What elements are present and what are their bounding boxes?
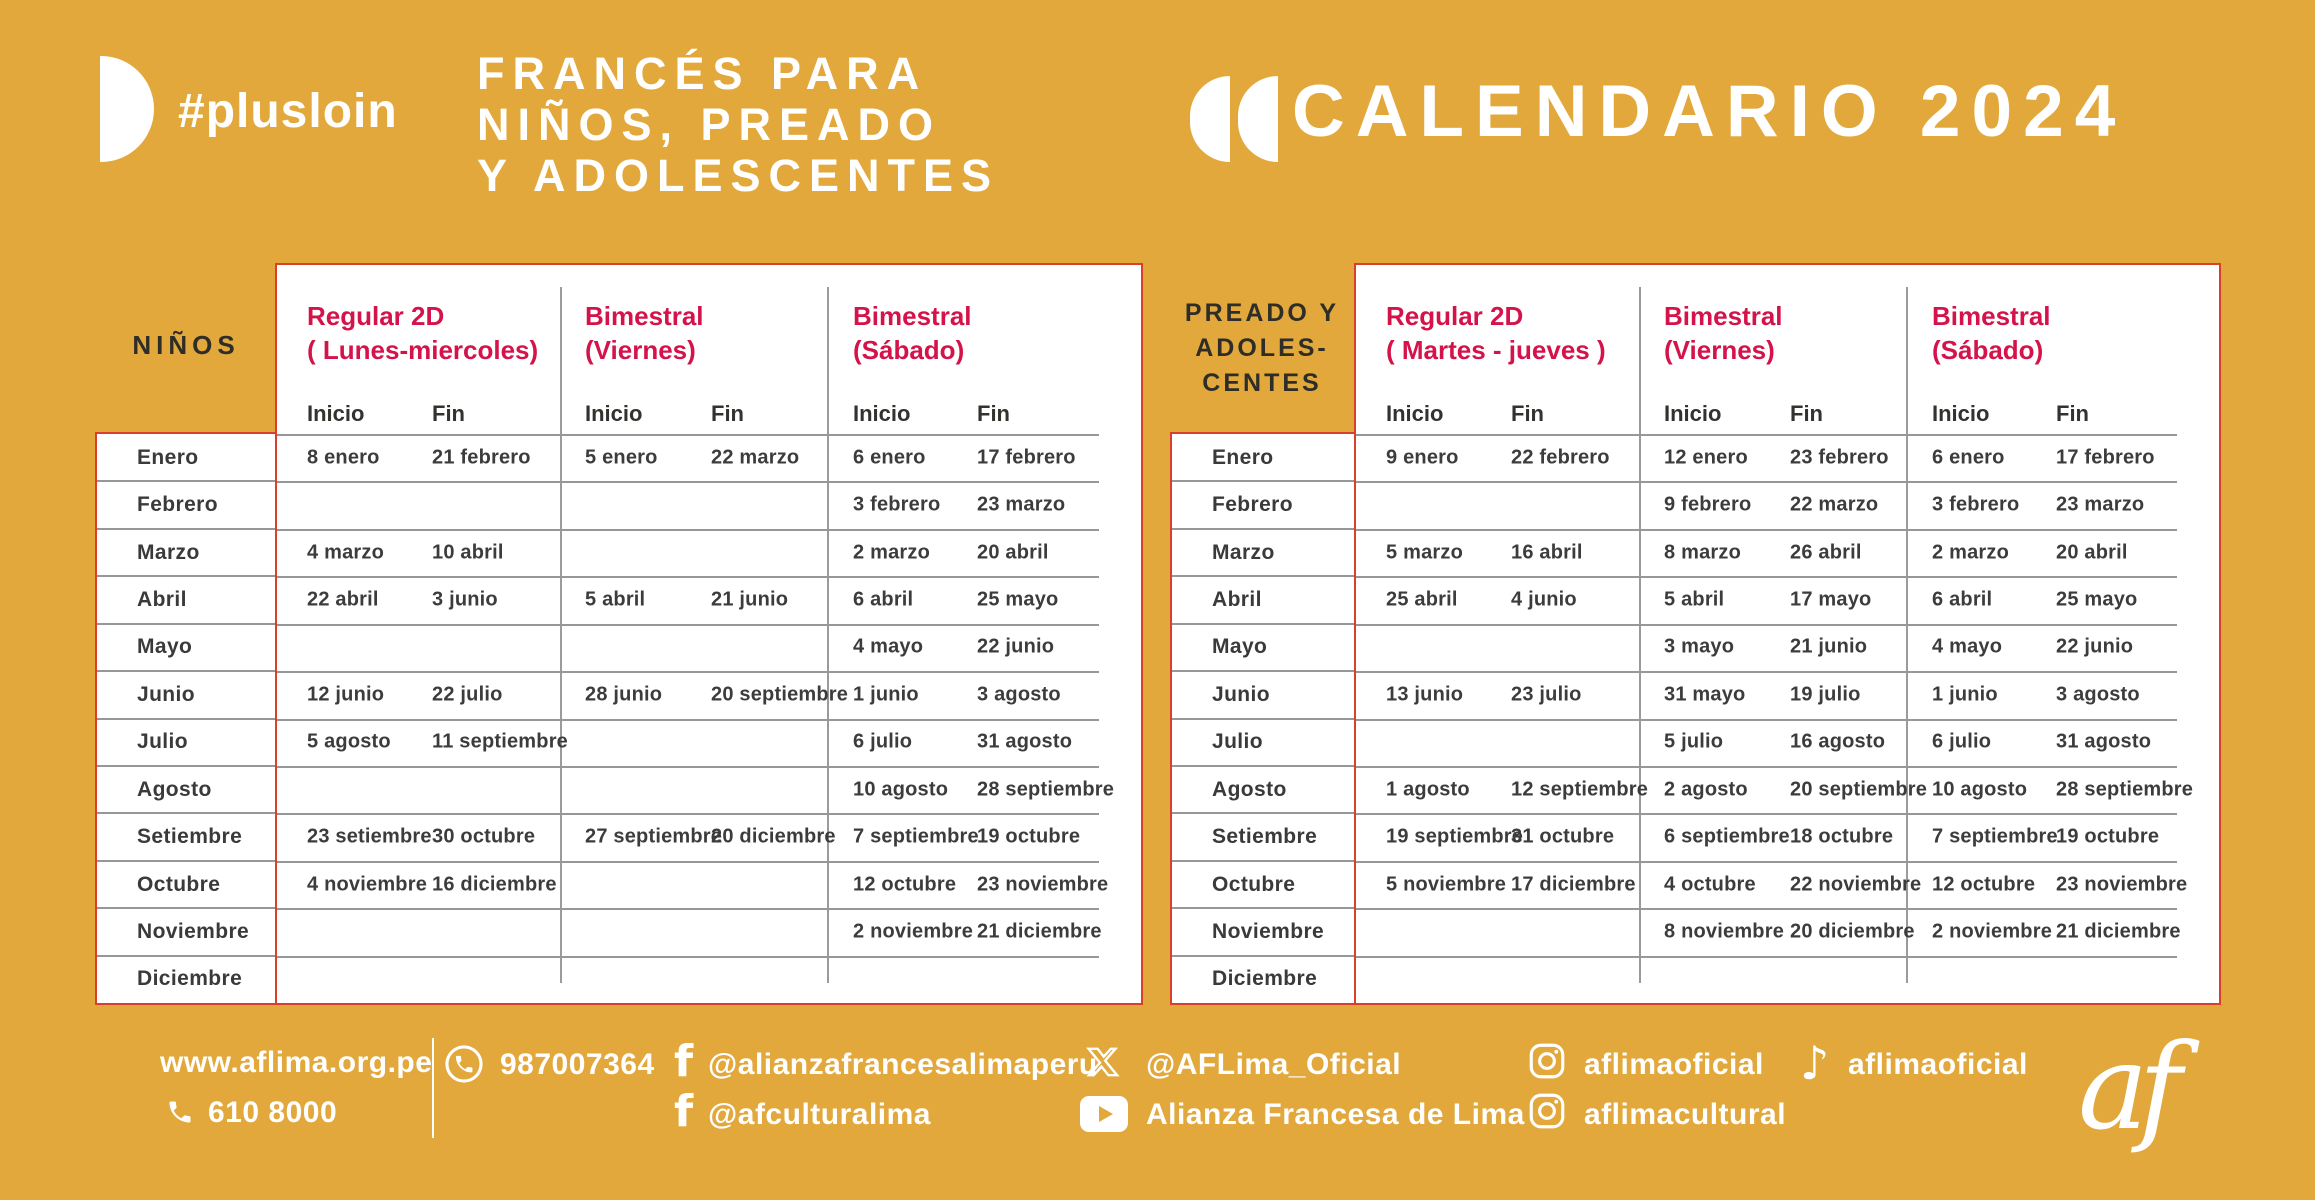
month-label: Setiembre [1172,813,1354,860]
date-cell: 21 febrero [432,446,531,469]
table-row [1356,576,2219,623]
date-cell: 6 julio [853,730,913,753]
fin-subheader: Fin [977,401,1010,426]
schedule-panel [275,263,1143,1005]
plusloin-halfmoon-icon [100,56,154,162]
fin-subheader: Fin [1511,401,1544,426]
table-row [277,813,1141,860]
date-cell: 31 agosto [2056,730,2152,753]
date-cell: 22 abril [307,588,379,611]
column-header [1386,299,1606,367]
date-cell: 5 marzo [1386,541,1463,564]
x-handle: @AFLima_Oficial [1146,1048,1402,1081]
date-cell: 19 octubre [977,825,1081,848]
date-cell: 12 enero [1664,446,1748,469]
date-cell: 10 abril [432,541,504,564]
date-cell: 7 septiembre [853,825,979,848]
plusloin-hashtag: #plusloin [178,85,398,138]
inicio-subheader: Inicio [585,401,643,426]
date-cell: 31 octubre [1511,825,1615,848]
date-cell: 5 enero [585,446,658,469]
date-cell: 2 agosto [1664,778,1748,801]
date-cell: 20 septiembre [711,683,849,706]
month-label: Setiembre [97,813,277,860]
table-row [1356,434,2219,481]
inicio-subheader: Inicio [1932,401,1990,426]
group-label-line: PREADO Y [1184,299,1340,327]
date-cell: 4 octubre [1664,873,1756,895]
date-cell: 2 noviembre [1932,920,2053,943]
date-cell: 2 marzo [853,541,930,564]
column-title: Bimestral [1932,301,2051,331]
date-cell: 16 agosto [1790,730,1886,753]
table-row [1356,719,2219,766]
date-cell: 17 diciembre [1511,873,1636,895]
table-group-label [95,330,277,361]
date-cell: 12 junio [307,683,385,706]
date-cell: 10 agosto [1932,778,2028,801]
table-row [277,576,1141,623]
date-cell: 16 abril [1511,541,1583,564]
column-header [1664,299,1783,367]
date-cell: 9 enero [1386,446,1459,469]
month-label: Agosto [1172,766,1354,813]
date-cell: 20 diciembre [1790,920,1915,943]
month-label: Mayo [97,624,277,671]
month-label: Octubre [1172,861,1354,908]
date-cell: 23 julio [1511,683,1582,706]
calendar-crescent-icon [1238,76,1278,162]
table-group-label [1170,296,1354,401]
date-cell: 2 noviembre [853,920,974,943]
month-label: Noviembre [97,908,277,955]
column-title: Regular 2D [307,301,445,331]
course-title-line: NIÑOS, PREADO [477,99,942,150]
month-label: Marzo [1172,529,1354,576]
month-label: Abril [97,576,277,623]
table-row [1356,481,2219,528]
date-cell: 20 septiembre [1790,778,1928,801]
date-cell: 8 marzo [1664,541,1741,564]
date-cell: 6 abril [1932,588,1993,611]
date-cell: 28 junio [585,683,663,706]
schedule-panel [1354,263,2221,1005]
date-cell: 21 diciembre [977,920,1102,943]
date-cell: 10 agosto [853,778,949,801]
table-row [277,908,1141,955]
group-label-line: ADOLES- [1195,334,1329,362]
date-cell: 22 julio [432,683,503,706]
date-cell: 4 mayo [1932,635,2003,658]
date-cell: 3 febrero [1932,493,2020,516]
column-days: (Sábado) [1932,335,2044,365]
month-label: Diciembre [1172,956,1354,1003]
month-label: Octubre [97,861,277,908]
date-cell: 23 noviembre [977,873,1109,895]
phone-icon [166,1098,194,1126]
table-row [277,766,1141,813]
table-row [277,861,1141,908]
date-cell: 25 mayo [2056,588,2138,611]
column-header [1932,299,2051,367]
date-cell: 16 diciembre [432,873,557,895]
month-label: Junio [1172,671,1354,718]
date-cell: 1 junio [853,683,919,706]
month-column [95,432,277,1005]
date-cell: 12 septiembre [1511,778,1649,801]
facebook-icon: f [674,1086,694,1137]
date-cell: 13 junio [1386,683,1464,706]
date-cell: 18 octubre [1790,825,1894,848]
column-header [585,299,704,367]
date-cell: 3 agosto [977,683,1061,706]
youtube-icon [1080,1096,1128,1132]
date-cell: 8 enero [307,446,380,469]
date-cell: 20 abril [977,541,1049,564]
date-cell: 9 febrero [1664,493,1752,516]
table-row [277,529,1141,576]
date-cell: 5 noviembre [1386,873,1507,895]
table-row [277,956,1141,1003]
month-label: Febrero [97,481,277,528]
column-days: (Viernes) [585,335,696,365]
column-header [307,299,538,367]
group-label-line: NIÑOS [132,330,240,360]
date-cell: 22 marzo [711,446,800,469]
date-cell: 6 septiembre [1664,825,1790,848]
website-text: www.aflima.org.pe [160,1046,433,1079]
date-cell: 26 abril [1790,541,1862,564]
date-cell: 6 abril [853,588,914,611]
date-cell: 22 noviembre [1790,873,1922,895]
date-cell: 5 julio [1664,730,1724,753]
date-cell: 3 mayo [1664,635,1735,658]
course-title-line: FRANCÉS PARA [477,48,928,99]
date-cell: 30 octubre [432,825,536,848]
date-cell: 6 julio [1932,730,1992,753]
date-cell: 11 septiembre [432,730,569,753]
instagram-handle-1: aflimaoficial [1584,1048,1764,1081]
date-cell: 20 diciembre [711,825,836,848]
calendar-title: CALENDARIO 2024 [1292,71,2127,152]
date-cell: 19 julio [1790,683,1861,706]
facebook-handle-1: @alianzafrancesalimaperu [708,1048,1098,1081]
date-cell: 8 noviembre [1664,920,1785,943]
month-label: Julio [1172,719,1354,766]
x-twitter-icon [1084,1044,1122,1080]
footer-divider [432,1038,434,1138]
instagram-handle-2: aflimacultural [1584,1098,1787,1131]
column-title: Bimestral [585,301,704,331]
date-cell: 5 agosto [307,730,391,753]
month-label: Junio [97,671,277,718]
inicio-subheader: Inicio [853,401,911,426]
inicio-subheader: Inicio [1664,401,1722,426]
alliance-francaise-logo: af [2078,1018,2173,1156]
table-row [277,719,1141,766]
column-days: ( Lunes-miercoles) [307,335,539,365]
date-cell: 25 mayo [977,588,1059,611]
column-days: ( Martes - jueves ) [1386,335,1606,365]
date-cell: 31 mayo [1664,683,1746,706]
table-row [1356,813,2219,860]
date-cell: 5 abril [585,588,646,611]
month-label: Mayo [1172,624,1354,671]
column-days: (Viernes) [1664,335,1775,365]
month-label: Abril [1172,576,1354,623]
table-row [1356,908,2219,955]
date-cell: 19 octubre [2056,825,2160,848]
date-cell: 23 setiembre [307,825,432,848]
fin-subheader: Fin [2056,401,2089,426]
date-cell: 28 septiembre [2056,778,2194,801]
date-cell: 4 noviembre [307,873,428,895]
date-cell: 22 marzo [1790,493,1879,516]
table-row [1356,529,2219,576]
table-row [1356,624,2219,671]
course-title [477,48,999,201]
column-header [853,299,972,367]
fin-subheader: Fin [1790,401,1823,426]
date-cell: 4 junio [1511,588,1577,611]
date-cell: 1 junio [1932,683,1998,706]
inicio-subheader: Inicio [307,401,365,426]
date-cell: 1 agosto [1386,778,1470,801]
date-cell: 2 marzo [1932,541,2009,564]
inicio-subheader: Inicio [1386,401,1444,426]
date-cell: 21 junio [711,588,789,611]
month-column [1170,432,1354,1005]
date-cell: 21 diciembre [2056,920,2181,943]
whatsapp-number: 987007364 [500,1048,655,1081]
tiktok-handle: aflimaoficial [1848,1048,2028,1081]
date-cell: 6 enero [853,446,926,469]
date-cell: 12 octubre [1932,873,2036,895]
table-row [277,481,1141,528]
fin-subheader: Fin [711,401,744,426]
youtube-channel: Alianza Francesa de Lima [1146,1098,1525,1131]
schedule-rows [277,434,1141,1003]
month-label: Marzo [97,529,277,576]
date-cell: 25 abril [1386,588,1458,611]
column-days: (Sábado) [853,335,965,365]
date-cell: 21 junio [1790,635,1868,658]
tiktok-icon: ♪ [1800,1036,1830,1090]
date-cell: 22 junio [2056,635,2134,658]
whatsapp-icon [442,1042,486,1086]
fin-subheader: Fin [432,401,465,426]
month-label: Febrero [1172,481,1354,528]
table-row [1356,766,2219,813]
date-cell: 3 junio [432,588,498,611]
date-cell: 23 febrero [1790,446,1889,469]
date-cell: 12 octubre [853,873,957,895]
month-label: Enero [137,445,199,469]
month-label: Enero [1212,445,1274,469]
table-row [1356,956,2219,1003]
date-cell: 4 mayo [853,635,924,658]
date-cell: 7 septiembre [1932,825,2058,848]
date-cell: 22 junio [977,635,1055,658]
phone-number: 610 8000 [208,1096,338,1129]
month-label: Diciembre [97,956,277,1003]
month-label: Julio [97,719,277,766]
date-cell: 20 abril [2056,541,2128,564]
date-cell: 6 enero [1932,446,2005,469]
group-label-line: CENTES [1202,369,1322,397]
date-cell: 17 mayo [1790,588,1872,611]
table-row [1356,861,2219,908]
date-cell: 17 febrero [977,446,1076,469]
date-cell: 3 febrero [853,493,941,516]
table-row [1356,671,2219,718]
table-row [277,624,1141,671]
column-title: Bimestral [853,301,972,331]
date-cell: 19 septiembre [1386,825,1524,848]
date-cell: 27 septiembre [585,825,723,848]
date-cell: 31 agosto [977,730,1073,753]
instagram-icon [1526,1040,1568,1082]
instagram-icon [1526,1090,1568,1132]
date-cell: 3 agosto [2056,683,2140,706]
month-label: Noviembre [1172,908,1354,955]
schedule-rows [1356,434,2219,1003]
facebook-handle-2: @afculturalima [708,1098,931,1131]
column-title: Regular 2D [1386,301,1524,331]
course-title-line: Y ADOLESCENTES [477,150,1000,201]
date-cell: 23 noviembre [2056,873,2188,895]
table-row [277,434,1141,481]
date-cell: 5 abril [1664,588,1725,611]
date-cell: 4 marzo [307,541,384,564]
date-cell: 28 septiembre [977,778,1115,801]
table-row [277,671,1141,718]
date-cell: 17 febrero [2056,446,2155,469]
date-cell: 23 marzo [2056,493,2145,516]
column-title: Bimestral [1664,301,1783,331]
calendar-crescent-icon [1190,76,1230,162]
date-cell: 23 marzo [977,493,1066,516]
month-label: Agosto [97,766,277,813]
date-cell: 22 febrero [1511,446,1610,469]
facebook-icon: f [674,1036,694,1087]
